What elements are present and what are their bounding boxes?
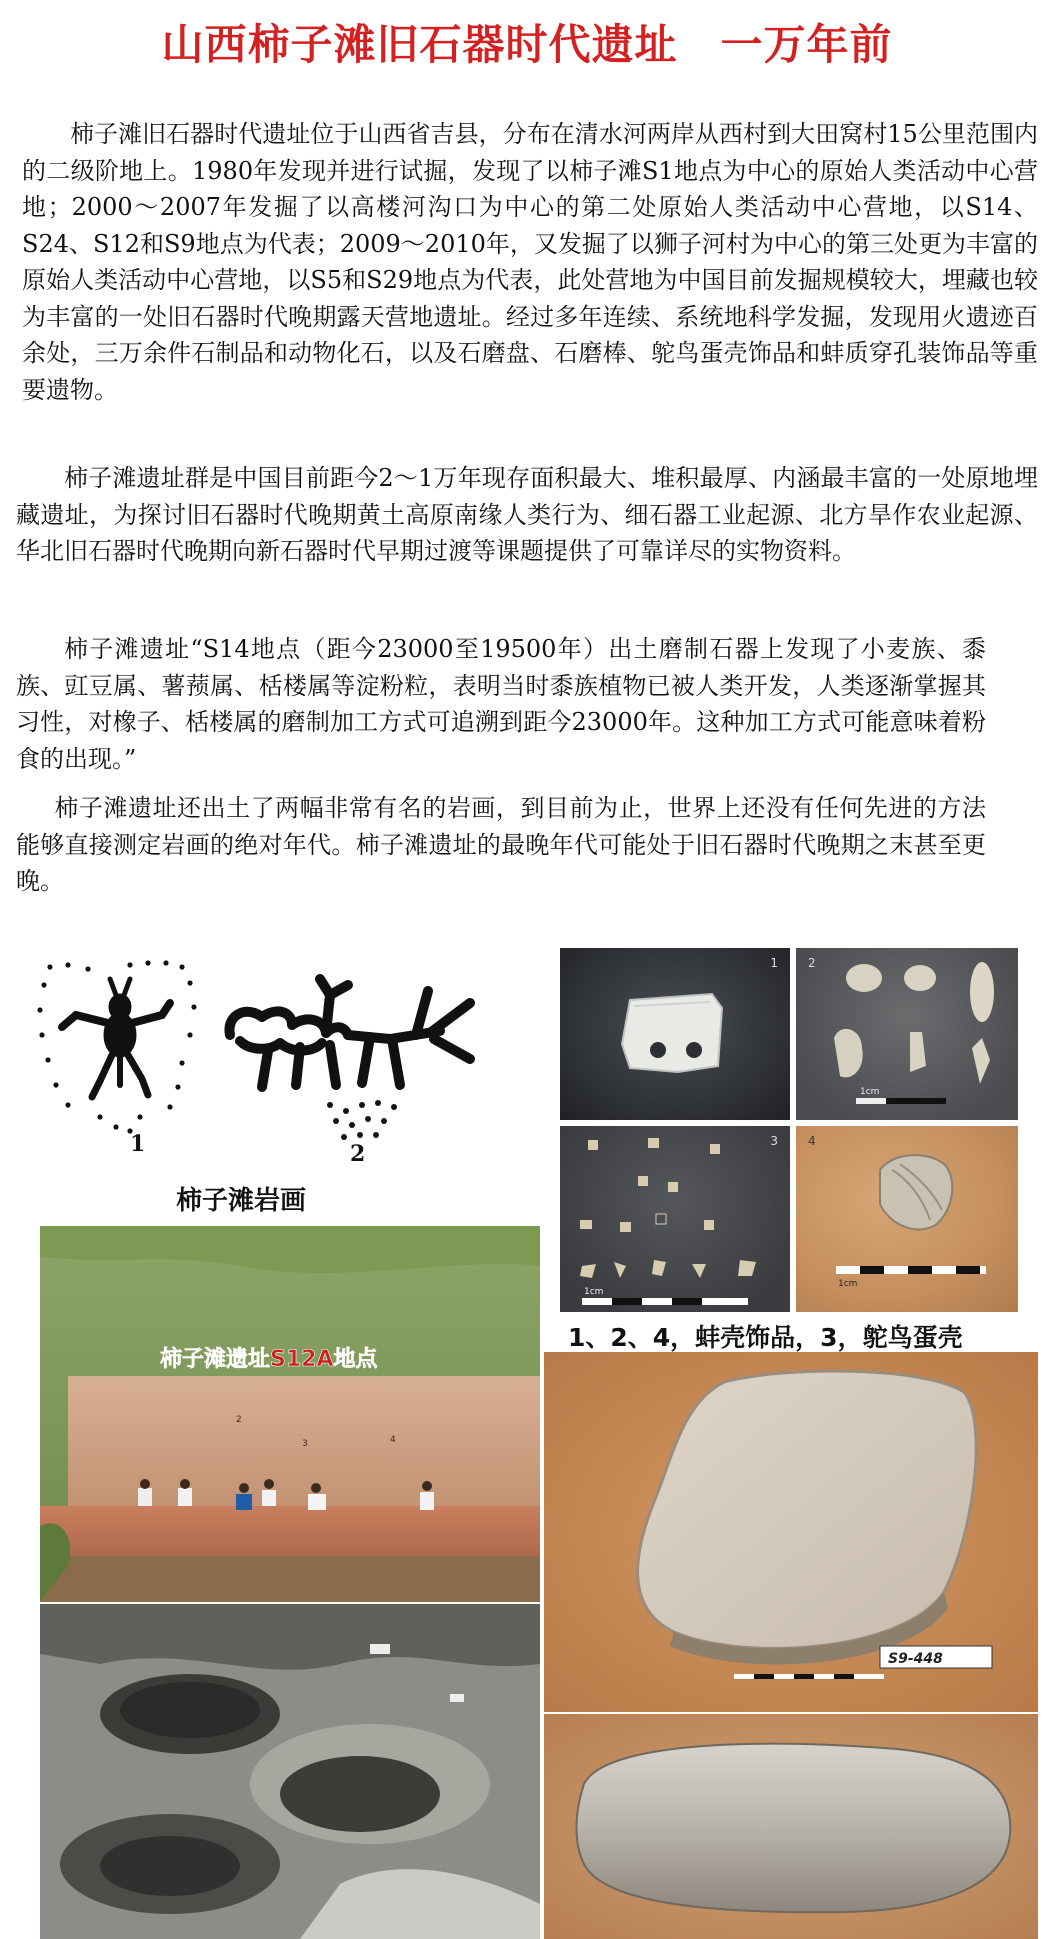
site-section-mark-2: 2 bbox=[236, 1415, 242, 1425]
grinding-slab-scene bbox=[544, 1352, 1038, 1712]
page-title: 山西柿子滩旧石器时代遗址 一万年前 bbox=[161, 20, 893, 69]
ostrich-eggshell-beads bbox=[560, 1126, 790, 1312]
rock-art-paragraph: 柿子滩遗址还出土了两幅非常有名的岩画，到目前为止，世界上还没有任何先进的方法能够直接测定岩画的绝对年代。柿子滩遗址的最晚年代可能处于旧石器时代晚期之末甚至更晚。 bbox=[16, 794, 986, 895]
excavation-site-photo bbox=[40, 1226, 540, 1602]
pierced-shell-ornament bbox=[560, 948, 790, 1120]
rock-art-figure-1-number: 1 bbox=[130, 1131, 146, 1157]
hearth-pits-photo bbox=[40, 1604, 540, 1939]
millstone-specimen-tag: S9-448 bbox=[888, 1651, 943, 1667]
rock-art-figure-2-number: 2 bbox=[350, 1141, 366, 1165]
ornament-photo-2-number: 2 bbox=[808, 956, 816, 970]
significance-paragraph: 柿子滩遗址群是中国目前距今2～1万年现存面积最大、堆积最厚、内涵最丰富的一处原地埋藏遗址，为探讨旧石器时代晚期黄土高原南缘人类行为、细石器工业起源、北方旱作农业起源、华北旧石器时代晚期向新石器时代早期过渡等课题提供了可靠详尽的实物资料。 bbox=[16, 464, 1038, 565]
ornament-photo-3-number: 3 bbox=[770, 1134, 778, 1148]
site-section-mark-4: 4 bbox=[390, 1435, 396, 1445]
ornament-photo-2 bbox=[796, 948, 1018, 1120]
rock-art-drawing bbox=[30, 955, 520, 1165]
grinding-slab-photo bbox=[544, 1352, 1038, 1712]
shell-pendant bbox=[796, 1126, 1018, 1312]
rock-art-caption: 柿子滩岩画 bbox=[176, 1186, 307, 1216]
excavation-site-scene bbox=[40, 1226, 540, 1602]
ornament-photo-4 bbox=[796, 1126, 1018, 1312]
ornament-photo-3 bbox=[560, 1126, 790, 1312]
ornament-photo-3-scale-label: 1cm bbox=[584, 1287, 604, 1297]
ornament-photo-1 bbox=[560, 948, 790, 1120]
site-banner: 柿子滩遗址S12A地点 bbox=[160, 1347, 378, 1372]
grinding-rod-scene bbox=[544, 1714, 1038, 1939]
grinding-rod-photo bbox=[544, 1714, 1038, 1939]
intro-paragraph: 柿子滩旧石器时代遗址位于山西省吉县，分布在清水河两岸从西村到大田窝村15公里范围内的二级阶地上。1980年发现并进行试掘，发现了以柿子滩S1地点为中心的原始人类活动中心营地；2000～2007年发掘了以高楼河沟口为中心的第二处原始人类活动中心营地，以S14、S24、S12和S9地点为代表；2009～2010年，又发掘了以狮子河村为中心的第三处更为丰富的原始人类活动中心营地，以S5和S29地点为代表，此处营地为中国目前发掘规模较大，埋藏也较为丰富的一处旧石器时代晚期露天营地遗址。经过多年连续、系统地科学发掘，发现用火遗迹百余处，三万余件石制品和动物化石，以及石磨盘、石磨棒、鸵鸟蛋壳饰品和蚌质穿孔装饰品等重要遗物。 bbox=[22, 120, 1038, 404]
ornament-photo-2-scale-label: 1cm bbox=[860, 1087, 880, 1097]
ornament-photo-4-scale-label: 1cm bbox=[838, 1279, 858, 1289]
rock-art-svg bbox=[30, 955, 520, 1165]
ornament-photo-4-number: 4 bbox=[808, 1134, 816, 1148]
hearth-pits-scene bbox=[40, 1604, 540, 1939]
site-section-mark-3: 3 bbox=[302, 1439, 308, 1449]
shell-ornaments-group bbox=[796, 948, 1018, 1120]
ornament-caption: 1、2、4，蚌壳饰品，3，鸵鸟蛋壳 bbox=[568, 1323, 963, 1352]
starch-grain-paragraph: 柿子滩遗址“S14地点（距今23000至19500年）出土磨制石器上发现了小麦族、黍族、豇豆属、薯蓣属、栝楼属等淀粉粒，表明当时黍族植物已被人类开发，人类逐渐掌握其习性，对橡子、栝楼属的磨制加工方式可追溯到距今23000年。这种加工方式可能意味着粉食的出现。” bbox=[16, 635, 986, 773]
ornament-photo-1-number: 1 bbox=[770, 956, 778, 970]
